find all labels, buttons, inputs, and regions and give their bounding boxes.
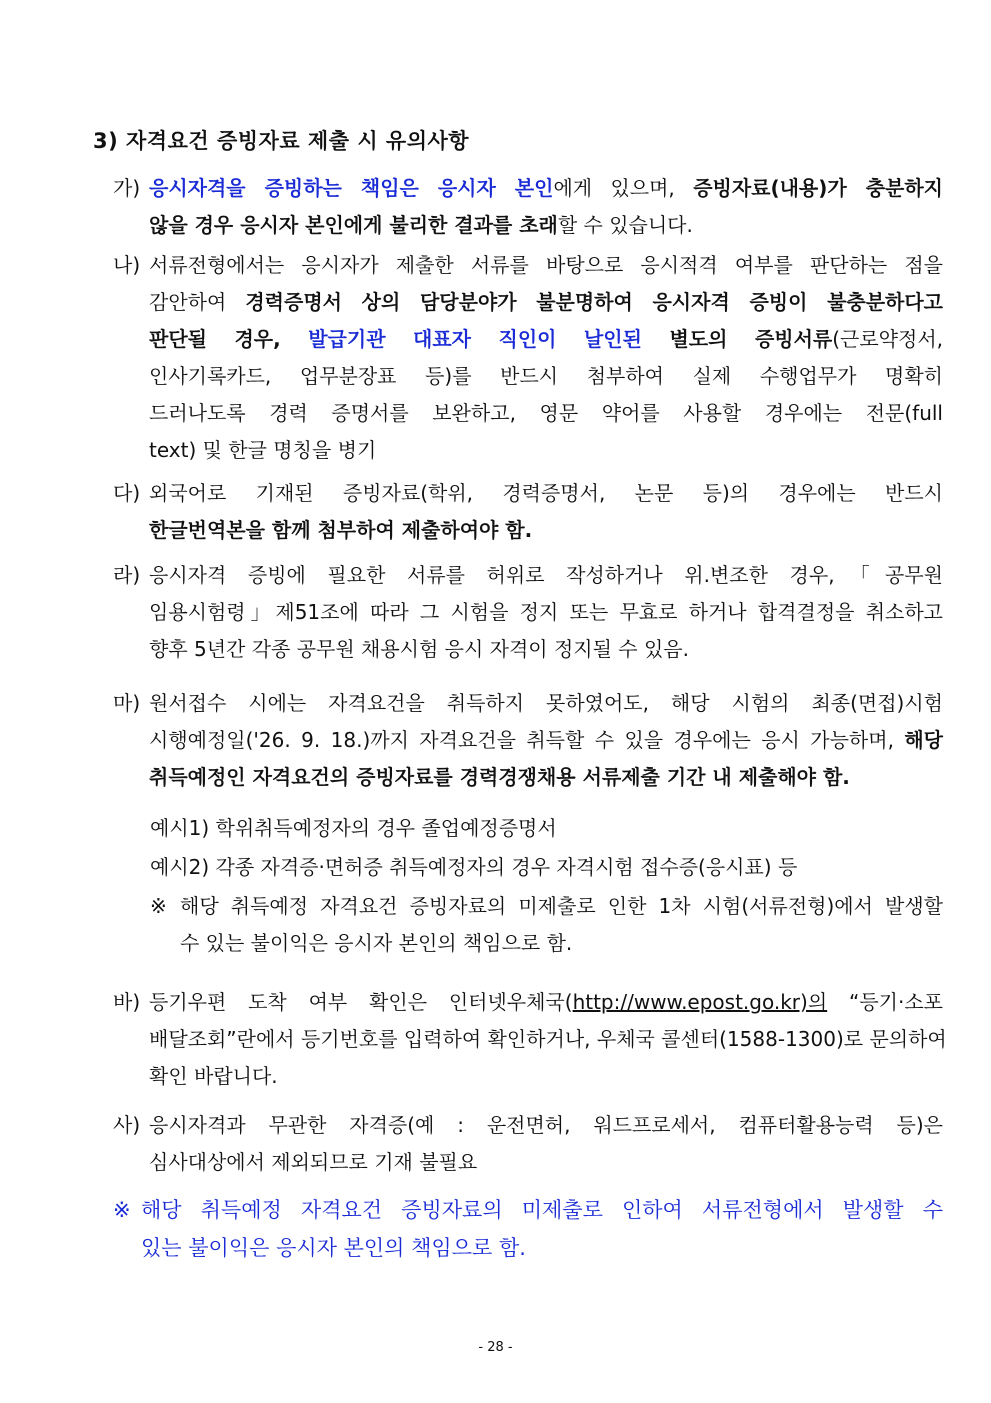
final-note <box>113 1191 943 1267</box>
item-line: 인사기록카드, 업무분장표 등)를 반드시 첨부하여 실제 수행업무가 명확히 <box>149 364 943 388</box>
item-line: 서류전형에서는 응시자가 제출한 서류를 바탕으로 응시적격 여부를 판단하는 점을 <box>149 253 943 277</box>
item-line <box>149 207 943 244</box>
item-line: 드러나도록 경력 증명서를 보완하고, 영문 약어를 사용할 경우에는 전문(full <box>149 401 943 425</box>
item-marker: 라) <box>113 563 141 587</box>
emphasis-text: 증빙자료(내용)가 충분하지 <box>693 176 943 200</box>
page-number: - 28 - <box>478 1340 513 1355</box>
item-line <box>149 170 943 207</box>
section-heading: 3) 자격요건 증빙자료 제출 시 유의사항 <box>93 129 470 153</box>
reference-mark-icon: ※ <box>150 894 167 918</box>
note <box>150 888 943 962</box>
emphasis-text: 판단될 경우, <box>149 327 309 351</box>
item-line: 원서접수 시에는 자격요건을 취득하지 못하였어도, 해당 시험의 최종(면접)시험 <box>149 691 943 715</box>
text-run: 감안하여 <box>149 290 246 314</box>
item-ba <box>113 984 947 1095</box>
item-line <box>149 284 943 321</box>
item-line: 외국어로 기재된 증빙자료(학위, 경력증명서, 논문 등)의 경우에는 반드시 <box>149 481 943 505</box>
item-line: 응시자격 증빙에 필요한 서류를 허위로 작성하거나 위.변조한 경우,「공무원 <box>149 563 943 587</box>
item-line: 응시자격과 무관한 자격증(예 : 운전면허, 워드프로세서, 컴퓨터활용능력 등)은 <box>149 1113 943 1137</box>
item-marker: 가) <box>113 176 141 200</box>
item-line: 임용시험령」제51조에 따라 그 시험을 정지 또는 무효로 하거나 합격결정을 취소하고 <box>149 600 943 624</box>
item-line <box>149 984 943 1021</box>
text-run: “등기·소포 <box>827 990 943 1014</box>
item-marker: 사) <box>113 1113 141 1137</box>
item-line: 취득예정인 자격요건의 증빙자료를 경력경쟁채용 서류제출 기간 내 제출해야 함. <box>149 765 850 789</box>
epost-link[interactable]: http://www.epost.go.kr)의 <box>572 990 828 1014</box>
item-da <box>113 475 943 549</box>
item-marker: 나) <box>113 253 141 277</box>
emphasis-text: 경력증명서 상의 담당분야가 불분명하여 응시자격 증빙이 불충분하다고 <box>245 290 943 314</box>
item-na <box>113 247 943 469</box>
item-line <box>149 722 943 759</box>
item-marker: 바) <box>113 990 141 1014</box>
emphasis-text: 않을 경우 응시자 본인에게 불리한 결과를 초래 <box>149 213 558 237</box>
text-run: 에게 있으며, <box>553 176 694 200</box>
item-line: 향후 5년간 각종 공무원 채용시험 응시 자격이 정지될 수 있음. <box>149 637 689 661</box>
note-line: 수 있는 불이익은 응시자 본인의 책임으로 함. <box>180 931 573 955</box>
example-1: 예시1) 학위취득예정자의 경우 졸업예정증명서 <box>150 816 557 840</box>
emphasis-text: 별도의 증빙서류 <box>641 327 833 351</box>
emphasis-text: 발급기관 대표자 직인이 날인된 <box>308 327 642 351</box>
item-ma <box>113 685 943 796</box>
text-run: 시행예정일('26. 9. 18.)까지 자격요건을 취득할 수 있을 경우에는 응시 가능하며, <box>149 728 905 752</box>
text-run: 등기우편 도착 여부 확인은 인터넷우체국( <box>149 990 573 1014</box>
item-line: 한글번역본을 함께 첨부하여 제출하여야 함. <box>149 518 533 542</box>
item-marker: 마) <box>113 691 141 715</box>
item-marker: 다) <box>113 481 141 505</box>
reference-mark-icon: ※ <box>113 1198 131 1222</box>
item-line: 배달조회”란에서 등기번호를 입력하여 확인하거나, 우체국 콜센터(1588-1300)로 문의하여 <box>149 1027 947 1051</box>
item-ga <box>113 170 943 244</box>
text-run: 할 수 있습니다. <box>557 213 693 237</box>
item-line: 확인 바랍니다. <box>149 1064 278 1088</box>
note-line: 해당 취득예정 자격요건 증빙자료의 미제출로 인한 1차 시험(서류전형)에서 발생할 <box>180 894 943 918</box>
emphasis-text: 응시자격을 증빙하는 책임은 응시자 본인 <box>149 176 554 200</box>
item-line: 심사대상에서 제외되므로 기재 불필요 <box>149 1150 478 1174</box>
item-line: text) 및 한글 명칭을 병기 <box>149 438 377 462</box>
example-2: 예시2) 각종 자격증·면허증 취득예정자의 경우 자격시험 접수증(응시표) 등 <box>150 855 798 879</box>
item-ra <box>113 557 943 668</box>
item-line <box>149 321 943 358</box>
emphasis-text: 해당 <box>904 728 943 752</box>
text-run: (근로약정서, <box>832 327 943 351</box>
item-sa <box>113 1107 943 1181</box>
final-note-line: 해당 취득예정 자격요건 증빙자료의 미제출로 인하여 서류전형에서 발생할 수 <box>141 1198 943 1222</box>
final-note-line: 있는 불이익은 응시자 본인의 책임으로 함. <box>141 1236 526 1260</box>
